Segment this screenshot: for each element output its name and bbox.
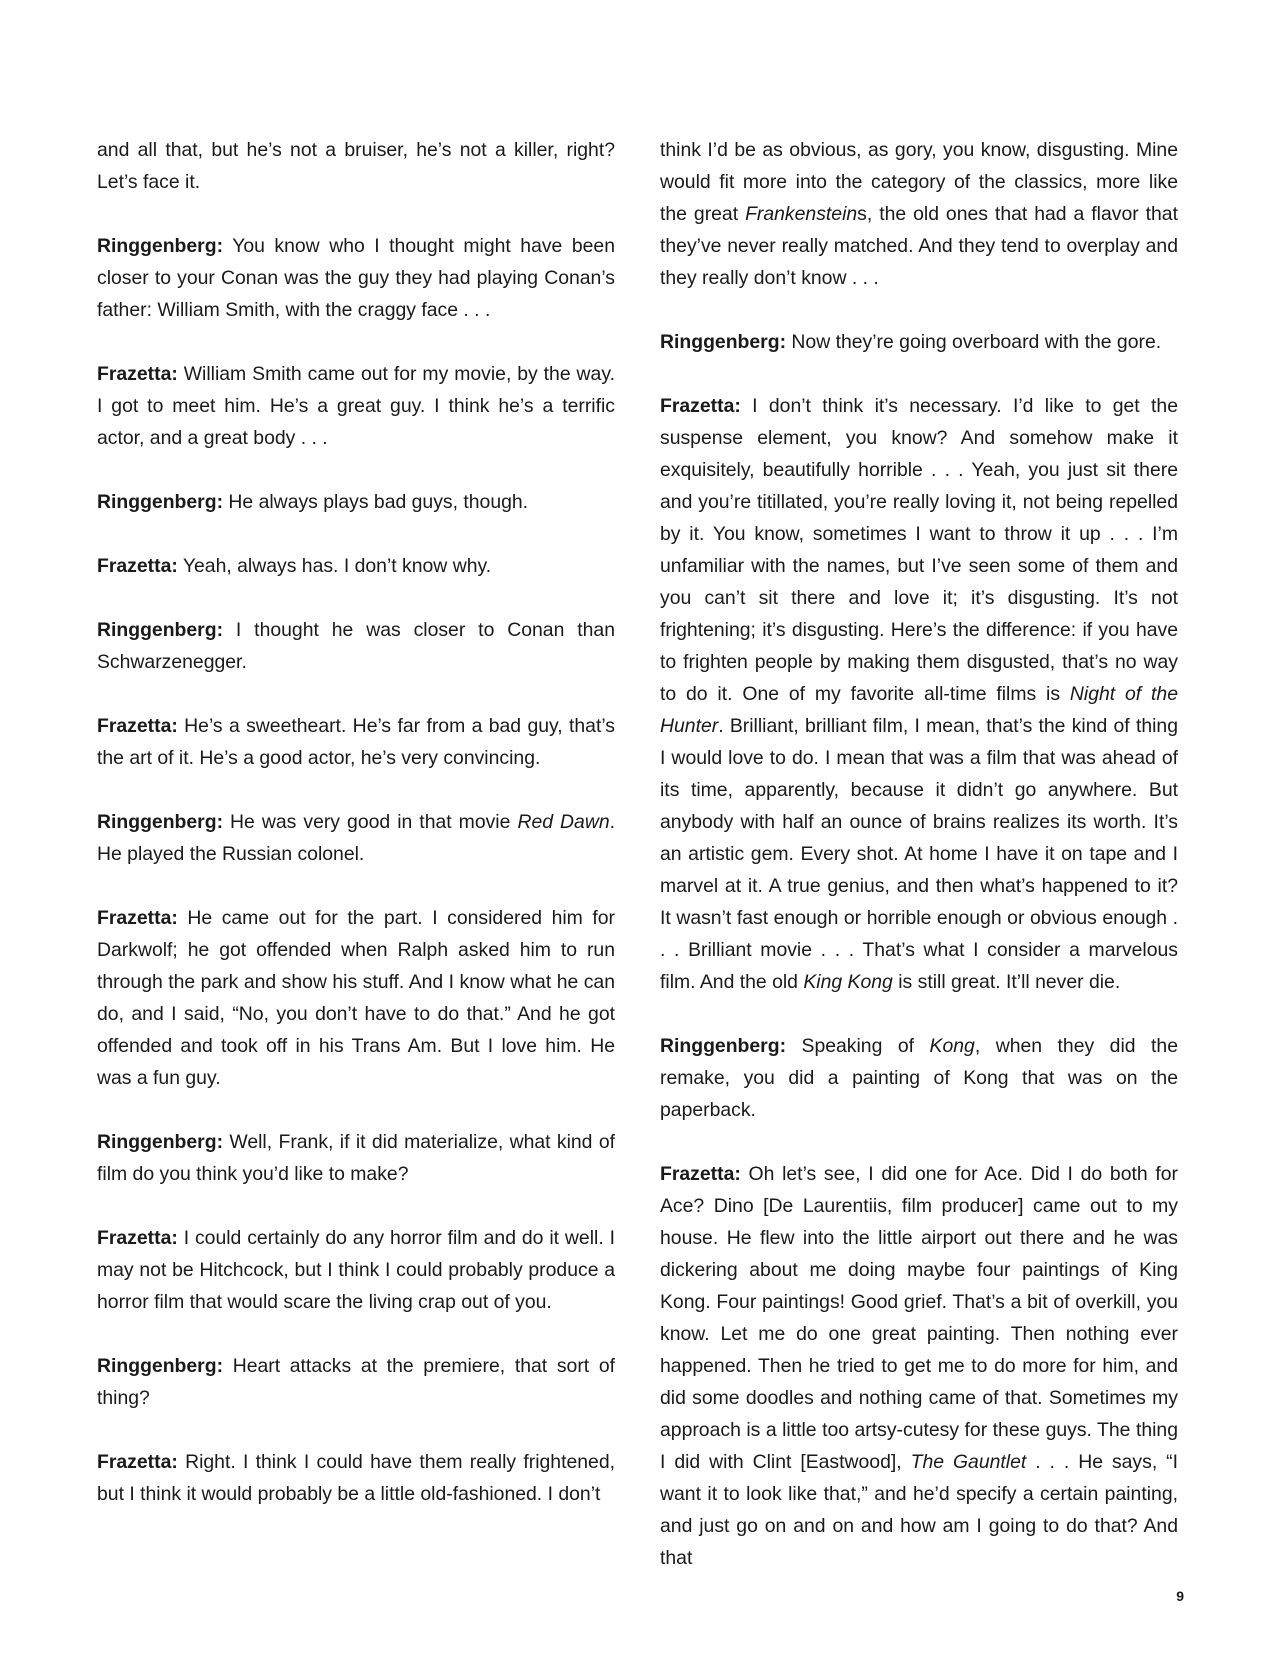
paragraph-text: s, the old ones that had a flavor that they’ve never really matched. And they tend to overplay and they really don’t know . . . <box>660 203 1178 289</box>
film-title: The Gauntlet <box>910 1451 1027 1473</box>
paragraph-text: and all that, but he’s not a bruiser, he’s not a killer, right? Let’s face it. <box>97 139 615 193</box>
paragraph-text: He was very good in that movie <box>223 811 518 833</box>
speaker-name: Ringgenberg: <box>97 619 224 641</box>
interview-paragraph <box>660 390 1178 998</box>
interview-paragraph <box>660 326 1178 358</box>
film-title: Frankenstein <box>745 203 858 225</box>
speaker-name: Frazetta: <box>660 395 741 417</box>
left-text-column <box>97 134 615 1510</box>
right-text-column <box>660 134 1178 1574</box>
film-title: Night of the Hunter <box>660 683 1178 737</box>
interview-paragraph <box>97 230 615 326</box>
speaker-name: Ringgenberg: <box>97 235 224 257</box>
speaker-name: Ringgenberg: <box>660 331 787 353</box>
film-title: Red Dawn <box>517 811 610 833</box>
paragraph-text: Now they’re going overboard with the gore. <box>786 331 1162 353</box>
interview-paragraph <box>660 1158 1178 1574</box>
speaker-name: Ringgenberg: <box>97 1131 224 1153</box>
interview-paragraph <box>97 710 615 774</box>
paragraph-text: think I’d be as obvious, as gory, you know, disgusting. Mine would fit more into the category of the classics, more like the great <box>660 139 1178 225</box>
speaker-name: Frazetta: <box>97 715 178 737</box>
interview-paragraph <box>97 806 615 870</box>
paragraph-text: . He played the Russian colonel. <box>97 811 615 865</box>
interview-paragraph <box>97 1350 615 1414</box>
paragraph-text: . Brilliant, brilliant film, I mean, that’s the kind of thing I would love to do. I mean that was a film that was ahead of its time, apparently, because it didn’t go anywhere. But anybody with half an ounce of brains realizes its worth. It’s an artistic gem. Every shot. At home I have it on tape and I marvel at it. A true genius, and then what’s happened to it? It wasn’t fast enough or horrible enough or obvious enough . . . Brilliant movie . . . That’s what I consider a marvelous film. And the old <box>660 715 1178 993</box>
interview-paragraph <box>97 358 615 454</box>
speaker-name: Frazetta: <box>97 1227 178 1249</box>
interview-paragraph <box>97 614 615 678</box>
interview-paragraph <box>97 1222 615 1318</box>
speaker-name: Frazetta: <box>97 363 178 385</box>
paragraph-text: Oh let’s see, I did one for Ace. Did I do both for Ace? Dino [De Laurentiis, film producer] came out to my house. He flew into the little airport out there and he was dickering about me doing maybe four paintings of King Kong. Four paintings! Good grief. That’s a bit of overkill, you know. Let me do one great painting. Then nothing ever happened. Then he tried to get me to do more for him, and did some doodles and nothing came of that. Sometimes my approach is a little too artsy-cutesy for these guys. The thing I did with Clint [Eastwood], <box>660 1163 1178 1473</box>
paragraph-text: I thought he was closer to Conan than Schwarzenegger. <box>97 619 615 673</box>
paragraph-text: . . . He says, “I want it to look like that,” and he’d specify a certain painting, and just go on and on and how am I going to do that? And that <box>660 1451 1178 1569</box>
paragraph-text: He always plays bad guys, though. <box>223 491 529 513</box>
paragraph-text: is still great. It’ll never die. <box>892 971 1121 993</box>
interview-paragraph <box>97 1126 615 1190</box>
paragraph-text: Yeah, always has. I don’t know why. <box>177 555 492 577</box>
speaker-name: Ringgenberg: <box>97 811 224 833</box>
film-title: King Kong <box>803 971 893 993</box>
interview-paragraph <box>97 486 615 518</box>
interview-paragraph <box>97 550 615 582</box>
paragraph-text: Heart attacks at the premiere, that sort of thing? <box>97 1355 615 1409</box>
speaker-name: Frazetta: <box>97 555 178 577</box>
interview-paragraph <box>97 134 615 198</box>
paragraph-text: Well, Frank, if it did materialize, what kind of film do you think you’d like to make? <box>97 1131 615 1185</box>
paragraph-text: I don’t think it’s necessary. I’d like to get the suspense element, you know? And somehow make it exquisitely, beautifully horrible . . . Yeah, you just sit there and you’re titillated, you’re really loving it, not being repelled by it. You know, sometimes I want to throw it up . . . I’m unfamiliar with the names, but I’ve seen some of them and you can’t sit there and love it; it’s disgusting. It’s not frightening; it’s disgusting. Here’s the difference: if you have to frighten people by making them disgusted, that’s no way to do it. One of my favorite all-time films is <box>660 395 1178 705</box>
paragraph-text: William Smith came out for my movie, by the way. I got to meet him. He’s a great guy. I think he’s a terrific actor, and a great body . . . <box>97 363 615 449</box>
paragraph-text: , when they did the remake, you did a painting of Kong that was on the paperback. <box>660 1035 1178 1121</box>
speaker-name: Ringgenberg: <box>97 1355 224 1377</box>
page-number: 9 <box>1176 1588 1184 1604</box>
paragraph-text: Speaking of <box>786 1035 930 1057</box>
speaker-name: Frazetta: <box>97 907 178 929</box>
interview-paragraph <box>97 902 615 1094</box>
paragraph-text: I could certainly do any horror film and do it well. I may not be Hitchcock, but I think I could probably produce a horror film that would scare the living crap out of you. <box>97 1227 615 1313</box>
film-title: Kong <box>929 1035 975 1057</box>
paragraph-text: He came out for the part. I considered him for Darkwolf; he got offended when Ralph asked him to run through the park and show his stuff. And I know what he can do, and I said, “No, you don’t have to do that.” And he got offended and took off in his Trans Am. But I love him. He was a fun guy. <box>97 907 615 1089</box>
speaker-name: Frazetta: <box>97 1451 178 1473</box>
speaker-name: Ringgenberg: <box>97 491 224 513</box>
speaker-name: Frazetta: <box>660 1163 741 1185</box>
interview-paragraph <box>660 1030 1178 1126</box>
interview-paragraph <box>97 1446 615 1510</box>
paragraph-text: Right. I think I could have them really frightened, but I think it would probably be a little old-fashioned. I don’t <box>97 1451 615 1505</box>
interview-paragraph <box>660 134 1178 294</box>
paragraph-text: You know who I thought might have been closer to your Conan was the guy they had playing Conan’s father: William Smith, with the craggy face . . . <box>97 235 615 321</box>
paragraph-text: He’s a sweetheart. He’s far from a bad guy, that’s the art of it. He’s a good actor, he’s very convincing. <box>97 715 615 769</box>
speaker-name: Ringgenberg: <box>660 1035 787 1057</box>
